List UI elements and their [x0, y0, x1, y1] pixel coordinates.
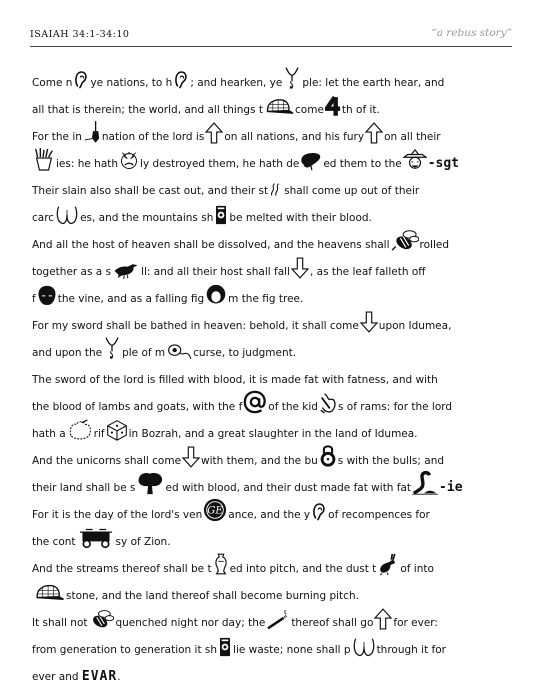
pee-icon: [283, 66, 301, 90]
text-line: [32, 149, 516, 171]
text-line: [32, 284, 516, 306]
hat-icon: [264, 97, 294, 117]
text-segment: ye nations, to h: [90, 77, 173, 89]
text-line: [32, 257, 516, 279]
text-segment: m the fig tree.: [228, 293, 304, 305]
text-line: [32, 176, 516, 198]
kidney-icon: [319, 392, 337, 414]
text-segment: And the unicorns shall come: [32, 455, 182, 467]
text-segment: lie waste; none shall p: [233, 644, 351, 656]
text-segment: ed with blood, and their dust made fat with fat: [165, 482, 412, 494]
text-line: [32, 203, 516, 225]
bee-icon: [391, 228, 419, 252]
down-arrow-icon: [182, 446, 200, 468]
text-segment: come: [295, 104, 324, 116]
number-four-icon: [325, 95, 341, 117]
text-segment: their land shall be s: [32, 482, 136, 494]
hare-icon: [377, 552, 399, 576]
text-segment: rolled: [419, 239, 449, 251]
crow-icon: [112, 261, 140, 279]
text-segment: be melted with their blood.: [229, 212, 372, 224]
up-arrow-icon: [365, 122, 383, 144]
bee-icon: [88, 608, 114, 630]
text-segment: shall come up out of their: [284, 185, 420, 197]
text-segment: thereof shall go: [291, 617, 374, 629]
text-segment: of into: [400, 563, 434, 575]
text-segment: , as the leaf falleth off: [309, 266, 426, 278]
text-line: [32, 419, 516, 441]
text-line: [32, 500, 516, 522]
ugly-face-icon: [119, 151, 139, 171]
text-segment: with them, and the bu: [201, 455, 318, 467]
text-line: [32, 311, 516, 333]
down-arrow-icon: [360, 311, 378, 333]
ear-icon: [173, 70, 189, 90]
text-line: [32, 122, 516, 144]
text-segment: hath a: [32, 428, 66, 440]
text-segment: f: [32, 293, 36, 305]
up-arrow-icon: [205, 122, 223, 144]
text-segment: ple of m: [122, 347, 166, 359]
down-arrow-icon: [291, 257, 309, 279]
text-segment: ever and: [32, 671, 79, 683]
text-segment: for ever:: [393, 617, 438, 629]
text-segment: The sword of the lord is filled with blood, it is made fat with fatness, and with: [32, 374, 438, 386]
text-segment: ed into pitch, and the dust t: [229, 563, 377, 575]
stink-lines-icon: [269, 182, 283, 198]
text-segment: It shall not: [32, 617, 88, 629]
hal-9000-icon: [218, 637, 232, 657]
drill-sergeant-icon: [403, 149, 427, 171]
pee-icon: [103, 336, 121, 360]
text-segment: the cont: [32, 536, 76, 548]
text-segment: s with the bulls; and: [337, 455, 445, 467]
evar-word: EVAR: [81, 669, 118, 684]
text-segment: Come n: [32, 77, 73, 89]
page-header: [30, 24, 512, 47]
text-segment: the blood of lambs and goats, with the f: [32, 401, 243, 413]
head-icon: [37, 284, 57, 306]
text-segment: ple: let the earth hear, and: [302, 77, 445, 89]
afro-head-icon: [205, 284, 227, 306]
sack-icon: [67, 419, 93, 441]
dice-icon: [106, 419, 128, 441]
text-segment: For my sword shall be bathed in heaven: behold, it shall come: [32, 320, 359, 332]
urn-icon: [213, 552, 229, 576]
text-line: [32, 230, 516, 252]
up-arrow-icon: [374, 608, 392, 630]
text-segment: Their slain also shall be cast out, and their st: [32, 185, 269, 197]
hat-icon: [33, 583, 65, 603]
text-segment: And the streams thereof shall be t: [32, 563, 212, 575]
text-segment: .: [117, 671, 121, 683]
text-segment: ly destroyed them, he hath de: [140, 158, 300, 170]
text-line: [32, 554, 516, 576]
text-segment: sy of Zion.: [115, 536, 171, 548]
text-segment: the vine, and as a falling fig: [57, 293, 205, 305]
text-segment: together as a s: [32, 266, 112, 278]
text-segment: th of it.: [341, 104, 380, 116]
text-segment: es, and the mountains sh: [80, 212, 214, 224]
cigarette-smoke-icon: [266, 610, 290, 630]
cart-icon: [77, 527, 115, 549]
text-segment: on all nations, and his fury: [224, 131, 365, 143]
ear-icon: [311, 502, 327, 522]
text-line: [32, 95, 516, 117]
text-segment: For the in: [32, 131, 82, 143]
text-line: [32, 581, 516, 603]
padlock-icon: [319, 444, 337, 468]
text-segment: And all the host of heaven shall be dissolved, and the heavens shall: [32, 239, 390, 251]
text-line: [32, 662, 516, 684]
scripture-reference: ISAIAH 34:1-34:10: [30, 29, 130, 40]
text-segment: from generation to generation it sh: [32, 644, 218, 656]
butt-icon: [352, 637, 376, 657]
text-line: [32, 527, 516, 549]
liver-icon: [300, 151, 322, 171]
sperm-icon: [166, 342, 192, 360]
text-segment: upon Idumea,: [378, 320, 452, 332]
text-line: [32, 68, 516, 90]
text-segment: in Bozrah, and a great slaughter in the land of Idumea.: [128, 428, 418, 440]
fries-icon: [33, 147, 55, 171]
text-line: [32, 608, 516, 630]
ear-icon: [73, 70, 89, 90]
text-segment: ; and hearken, ye: [190, 77, 283, 89]
butt-icon: [55, 205, 79, 225]
text-segment: curse, to judgment.: [193, 347, 297, 359]
ge-logo-icon: [203, 498, 227, 522]
text-segment: ed them to the: [323, 158, 402, 170]
text-line: [32, 635, 516, 657]
text-segment: rif: [93, 428, 105, 440]
text-segment: quenched night nor day; the: [115, 617, 266, 629]
text-segment: s of rams: for the lord: [337, 401, 453, 413]
text-segment: stone, and the land thereof shall become burning pitch.: [66, 590, 359, 602]
hal-9000-icon: [214, 205, 228, 225]
text-segment: all that is therein; the world, and all things t: [32, 104, 264, 116]
text-segment: and upon the: [32, 347, 103, 359]
text-segment: ll: and all their host shall fall: [141, 266, 290, 278]
text-segment: For it is the day of the lord's ven: [32, 509, 203, 521]
shovel-icon: [83, 120, 101, 144]
text-segment: of the kid: [268, 401, 318, 413]
page-subtitle: “a rebus story”: [431, 27, 512, 39]
text-segment: through it for: [376, 644, 446, 656]
tree-icon: [136, 471, 164, 495]
text-segment: on all their: [384, 131, 441, 143]
rebus-suffix: -ie: [439, 480, 463, 495]
text-line: [32, 446, 516, 468]
text-line: [32, 365, 516, 387]
text-segment: ies: he hath: [56, 158, 119, 170]
loch-ness-monster-icon: [412, 471, 438, 495]
text-line: [32, 392, 516, 414]
text-segment: of recompences for: [328, 509, 430, 521]
text-line: [32, 473, 516, 495]
text-segment: nation of the lord is: [101, 131, 205, 143]
text-segment: carc: [32, 212, 55, 224]
rebus-suffix: -sgt: [427, 156, 460, 171]
text-line: [32, 338, 516, 360]
at-sign-icon: [243, 390, 267, 414]
text-segment: ance, and the y: [228, 509, 311, 521]
